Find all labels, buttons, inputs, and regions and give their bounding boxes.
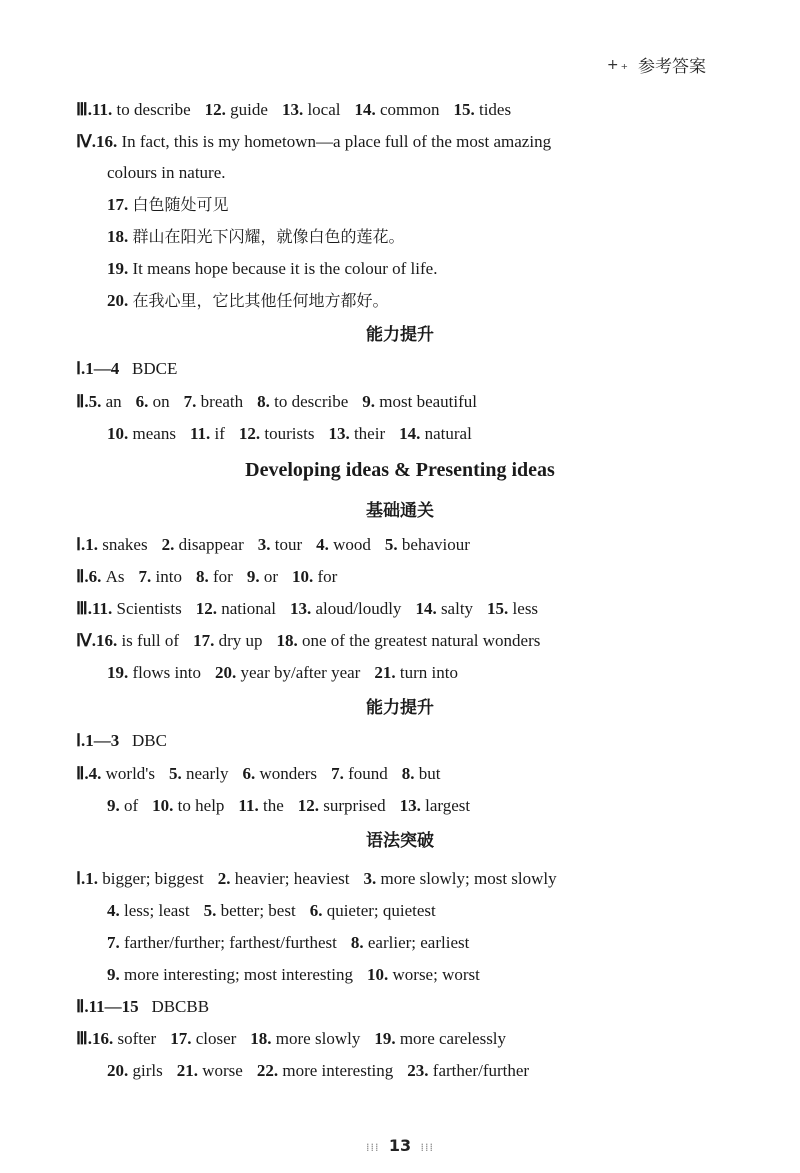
answer-text: better; best [220, 901, 296, 920]
section-heading: 能力提升 [366, 698, 434, 718]
roman-numeral-label: Ⅲ. [76, 599, 92, 618]
answer-text: more slowly; most slowly [380, 869, 557, 888]
question-number: 12. [195, 599, 217, 618]
answer-text: more interesting; most interesting [124, 965, 353, 984]
answer-text: 在我心里，它比其他任何地方都好。 [132, 291, 389, 310]
question-number: 15. [453, 100, 475, 119]
question-number: 9. [246, 567, 260, 586]
question-number: 4. [107, 901, 120, 920]
question-number: 18. [276, 631, 298, 650]
question-number: 16. [95, 132, 118, 151]
answer-text: turn into [399, 663, 458, 682]
question-number: 23. [407, 1061, 429, 1080]
answer-text: It means hope because it is the colour of life. [132, 259, 438, 278]
answer-line [76, 99, 511, 121]
question-number: 8. [257, 392, 270, 411]
answer-text: less [512, 599, 539, 618]
answer-text: common [379, 100, 440, 119]
answer-text: year by/after year [240, 663, 361, 682]
roman-numeral-label: Ⅱ. [76, 567, 89, 586]
answer-line [76, 131, 551, 153]
question-number: 3. [257, 535, 271, 554]
answer-text: wonders [259, 764, 318, 783]
roman-numeral-label: Ⅰ. [76, 359, 86, 378]
answer-line [107, 194, 229, 216]
answer-line [107, 290, 389, 312]
answer-line [76, 730, 167, 752]
question-number: 7. [107, 933, 120, 952]
roman-numeral-label: Ⅳ. [76, 132, 96, 151]
answer-text: is full of [121, 631, 180, 650]
answer-text: softer [117, 1029, 157, 1048]
question-number: 8. [350, 933, 364, 952]
answer-text: surprised [323, 796, 386, 815]
question-number: 6. [135, 392, 149, 411]
answer-text: their [353, 424, 386, 443]
roman-numeral-label: Ⅰ. [76, 731, 86, 750]
question-number: 14. [415, 599, 437, 618]
answer-line [107, 423, 472, 445]
answer-text: on [152, 392, 170, 411]
answer-line [107, 964, 480, 986]
answer-text: more interesting [282, 1061, 394, 1080]
answer-text: or [263, 567, 278, 586]
question-number: 10. [107, 424, 129, 443]
answer-text: salty [440, 599, 474, 618]
answer-text: national [221, 599, 276, 618]
question-number: 11—15 [88, 997, 139, 1016]
question-number: 11. [238, 796, 259, 815]
answer-text: colours in nature. [107, 163, 226, 182]
answer-text: for [212, 567, 233, 586]
question-number: 9. [362, 392, 376, 411]
question-number: 20. [107, 291, 129, 310]
question-number: 14. [399, 424, 421, 443]
answer-line [76, 996, 209, 1018]
answer-text: worse; worst [392, 965, 480, 984]
roman-numeral-label: Ⅰ. [76, 869, 86, 888]
answer-text: behaviour [401, 535, 470, 554]
answer-text: of [124, 796, 139, 815]
question-number: 14. [354, 100, 376, 119]
question-number: 10. [367, 965, 389, 984]
answer-line [76, 1028, 506, 1050]
answer-line [76, 391, 477, 413]
answer-text: means [132, 424, 176, 443]
question-number: 10. [152, 796, 174, 815]
question-number: 20. [107, 1061, 129, 1080]
answer-text: tourists [264, 424, 315, 443]
answer-text: Scientists [116, 599, 182, 618]
dots-ornament-right: ⁞⁞⁞ [420, 1141, 435, 1154]
answer-text: the [262, 796, 284, 815]
roman-numeral-label: Ⅲ. [76, 1029, 92, 1048]
answer-text: farther/further; farthest/furthest [124, 933, 337, 952]
answer-text: DBC [132, 731, 167, 750]
answer-text: DBCBB [151, 997, 210, 1016]
question-number: 7. [138, 567, 152, 586]
question-number: 16. [95, 631, 118, 650]
section-heading: 基础通关 [366, 501, 434, 521]
answer-text: more slowly [275, 1029, 361, 1048]
page-number: 13 [388, 1136, 412, 1155]
answer-text: earlier; earliest [367, 933, 470, 952]
answer-text: closer [195, 1029, 237, 1048]
answer-text: snakes [102, 535, 148, 554]
answer-text: to describe [116, 100, 191, 119]
answer-line [76, 598, 538, 620]
question-number: 18. [250, 1029, 272, 1048]
answer-text: most beautiful [379, 392, 477, 411]
question-number: 21. [176, 1061, 198, 1080]
answer-text: world's [105, 764, 155, 783]
answer-text: flows into [132, 663, 201, 682]
answer-text: dry up [218, 631, 263, 650]
question-number: 12. [297, 796, 320, 815]
question-number: 17. [170, 1029, 192, 1048]
roman-numeral-label: Ⅱ. [76, 392, 89, 411]
dots-ornament-left: ⁞⁞⁞ [365, 1141, 380, 1154]
question-number: 17. [107, 195, 129, 214]
question-number: 1—4 [85, 359, 120, 378]
answer-line [107, 662, 458, 684]
answer-text: an [105, 392, 122, 411]
answer-text: wood [333, 535, 371, 554]
answer-line [76, 566, 337, 588]
question-number: 19. [107, 663, 129, 682]
answer-text: bigger; biggest [102, 869, 204, 888]
roman-numeral-label: Ⅲ. [76, 100, 92, 119]
answer-line [107, 1060, 529, 1082]
answer-text: nearly [185, 764, 229, 783]
answer-text: BDCE [132, 359, 178, 378]
answer-text: into [155, 567, 182, 586]
answer-text: tides [478, 100, 512, 119]
answer-text: aloud/loudly [315, 599, 402, 618]
question-number: 4. [88, 764, 102, 783]
question-number: 5. [384, 535, 398, 554]
answer-text: natural [424, 424, 472, 443]
answer-line [76, 868, 557, 890]
question-number: 4. [316, 535, 329, 554]
roman-numeral-label: Ⅰ. [76, 535, 86, 554]
question-number: 19. [374, 1029, 396, 1048]
question-number: 13. [289, 599, 312, 618]
answer-text: to help [177, 796, 225, 815]
answer-text: worse [202, 1061, 243, 1080]
answer-line [107, 226, 405, 248]
page-header [607, 52, 706, 77]
answer-text: to describe [274, 392, 349, 411]
answer-text: for [317, 567, 338, 586]
question-number: 6. [309, 901, 323, 920]
question-number: 13. [399, 796, 421, 815]
question-number: 1—3 [85, 731, 120, 750]
answer-line [76, 630, 540, 652]
question-number: 7. [331, 764, 344, 783]
question-number: 18. [107, 227, 129, 246]
question-number: 7. [183, 392, 197, 411]
question-number: 21. [374, 663, 396, 682]
answer-text: local [307, 100, 341, 119]
question-number: 1. [85, 869, 99, 888]
question-number: 5. [88, 392, 102, 411]
question-number: 8. [401, 764, 415, 783]
answer-line [76, 358, 177, 380]
answer-line [76, 534, 470, 556]
section-heading: 语法突破 [366, 831, 434, 851]
answer-text: disappear [178, 535, 244, 554]
header-title: 参考答案 [638, 57, 706, 77]
question-number: 13. [281, 100, 304, 119]
section-heading: Developing ideas & Presenting ideas [245, 459, 555, 481]
question-number: 2. [161, 535, 175, 554]
section-heading: 能力提升 [366, 325, 434, 345]
answer-text: As [105, 567, 125, 586]
question-number: 5. [203, 901, 217, 920]
answer-text: more carelessly [399, 1029, 507, 1048]
question-number: 5. [168, 764, 182, 783]
question-number: 6. [88, 567, 102, 586]
answer-line [107, 795, 470, 817]
question-number: 11. [91, 599, 113, 618]
answer-line [107, 258, 437, 280]
answer-text: largest [425, 796, 471, 815]
question-number: 16. [91, 1029, 114, 1048]
question-number: 10. [291, 567, 314, 586]
answer-line [107, 900, 436, 922]
answer-text: 群山在阳光下闪耀，就像白色的莲花。 [132, 227, 405, 246]
question-number: 12. [238, 424, 261, 443]
answer-line [107, 162, 226, 184]
roman-numeral-label: Ⅳ. [76, 631, 96, 650]
answer-text: one of the greatest natural wonders [301, 631, 541, 650]
question-number: 11. [91, 100, 113, 119]
answer-text: heavier; heaviest [234, 869, 350, 888]
answer-text: if [214, 424, 225, 443]
answer-text: less; least [124, 901, 190, 920]
question-number: 1. [85, 535, 99, 554]
roman-numeral-label: Ⅱ. [76, 997, 89, 1016]
answer-text: but [418, 764, 441, 783]
question-number: 9. [107, 796, 120, 815]
answer-text: In fact, this is my hometown—a place full of the most amazing [121, 132, 552, 151]
question-number: 9. [107, 965, 120, 984]
question-number: 20. [214, 663, 237, 682]
question-number: 13. [328, 424, 350, 443]
question-number: 19. [107, 259, 129, 278]
question-number: 11. [189, 424, 211, 443]
answer-text: tour [274, 535, 303, 554]
roman-numeral-label: Ⅱ. [76, 764, 89, 783]
answer-line [107, 932, 469, 954]
question-number: 8. [195, 567, 209, 586]
answer-text: breath [200, 392, 244, 411]
question-number: 6. [242, 764, 256, 783]
question-number: 3. [363, 869, 377, 888]
answer-text: girls [132, 1061, 163, 1080]
sparkle-icon: +₊ [606, 56, 630, 73]
question-number: 2. [217, 869, 231, 888]
page-footer [0, 1136, 800, 1156]
answer-text: guide [230, 100, 268, 119]
question-number: 17. [193, 631, 215, 650]
question-number: 12. [204, 100, 226, 119]
question-number: 22. [256, 1061, 279, 1080]
question-number: 15. [487, 599, 509, 618]
answer-line [76, 763, 440, 785]
answer-text: found [348, 764, 388, 783]
answer-text: quieter; quietest [326, 901, 436, 920]
answer-text: 白色随处可见 [132, 195, 229, 214]
answer-text: farther/further [432, 1061, 530, 1080]
